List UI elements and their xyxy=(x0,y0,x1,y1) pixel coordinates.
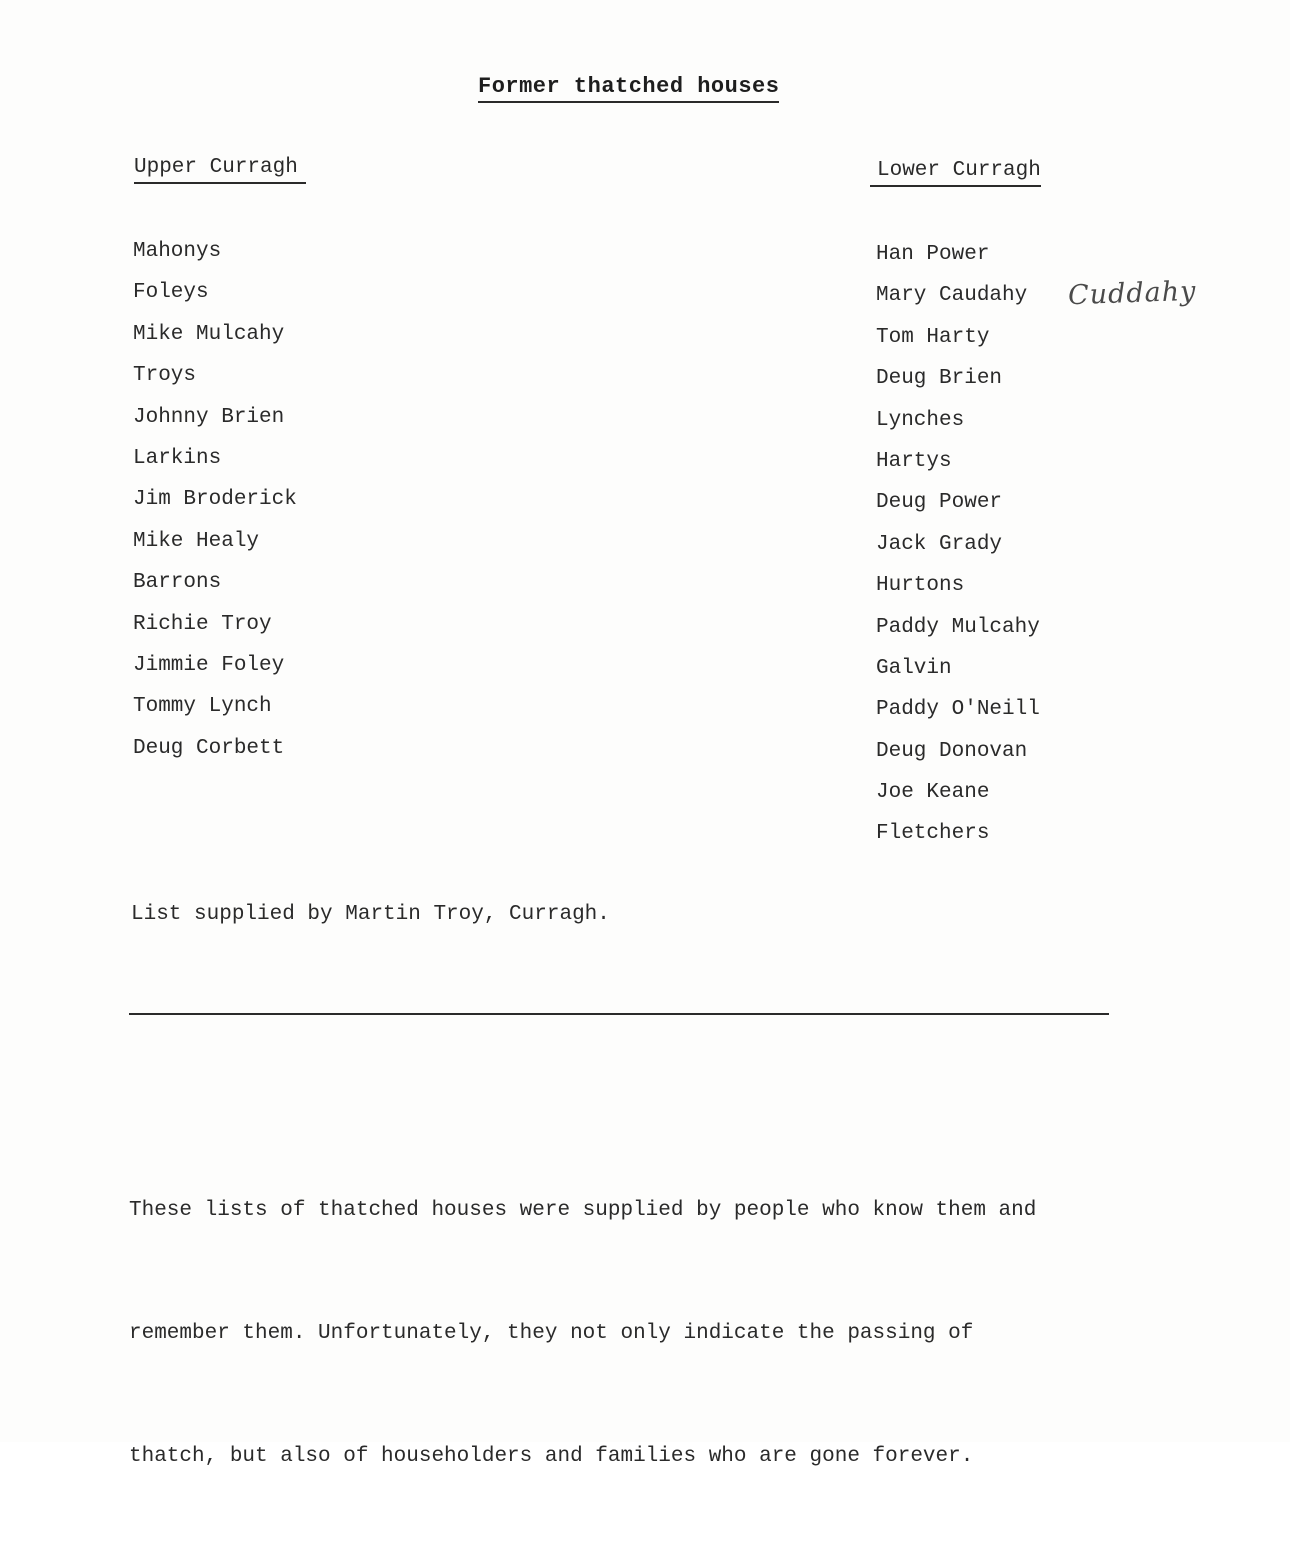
list-item: Richie Troy xyxy=(133,612,272,636)
list-item: Lynches xyxy=(876,408,965,432)
list-item: Hurtons xyxy=(876,574,965,598)
note-line: remember them. Unfortunately, they not only indicate the passing of xyxy=(129,1322,974,1345)
note-line: thatch, but also of householders and families who are gone forever. xyxy=(129,1445,974,1468)
list-item: Deug Donovan xyxy=(876,739,1028,763)
list-item: Barrons xyxy=(133,571,222,595)
list-item: Han Power xyxy=(876,243,990,266)
page-title: Former thatched houses xyxy=(478,74,779,103)
list-item: Mahonys xyxy=(133,240,222,263)
list-item: Galvin xyxy=(876,656,952,680)
list-item: Jimmie Foley xyxy=(133,653,285,677)
list-item: Jack Grady xyxy=(876,532,1003,556)
list-item: Deug Corbett xyxy=(133,736,285,760)
list-item: Deug Power xyxy=(876,491,1003,515)
list-item: Tommy Lynch xyxy=(133,695,272,719)
list-item: Fletchers xyxy=(876,822,990,846)
list-item: Foleys xyxy=(133,281,209,305)
list-item: Mike Mulcahy xyxy=(133,322,285,346)
closing-note xyxy=(129,1108,1139,1559)
lower-curragh-heading: Lower Curragh xyxy=(870,159,1041,187)
lower-curragh-list xyxy=(876,243,1040,864)
list-item: Mike Healy xyxy=(133,529,260,553)
list-item: Hartys xyxy=(876,449,952,473)
list-item: Mary Caudahy xyxy=(876,284,1028,308)
list-credit: List supplied by Martin Troy, Curragh. xyxy=(131,903,610,926)
handwritten-correction: Cuddahy xyxy=(1067,275,1197,312)
list-item: Larkins xyxy=(133,446,222,470)
list-item: Johnny Brien xyxy=(133,405,285,429)
list-item: Tom Harty xyxy=(876,325,990,349)
upper-curragh-list xyxy=(133,240,297,778)
divider-rule xyxy=(129,1013,1109,1015)
list-item: Deug Brien xyxy=(876,367,1003,391)
upper-curragh-heading: Upper Curragh xyxy=(134,156,306,184)
list-item: Troys xyxy=(133,364,197,388)
list-item: Jim Broderick xyxy=(133,488,297,512)
list-item: Paddy Mulcahy xyxy=(876,615,1040,639)
list-item: Paddy O'Neill xyxy=(876,698,1040,722)
list-item: Joe Keane xyxy=(876,781,990,805)
note-line: These lists of thatched houses were supplied by people who know them and xyxy=(129,1199,1037,1222)
